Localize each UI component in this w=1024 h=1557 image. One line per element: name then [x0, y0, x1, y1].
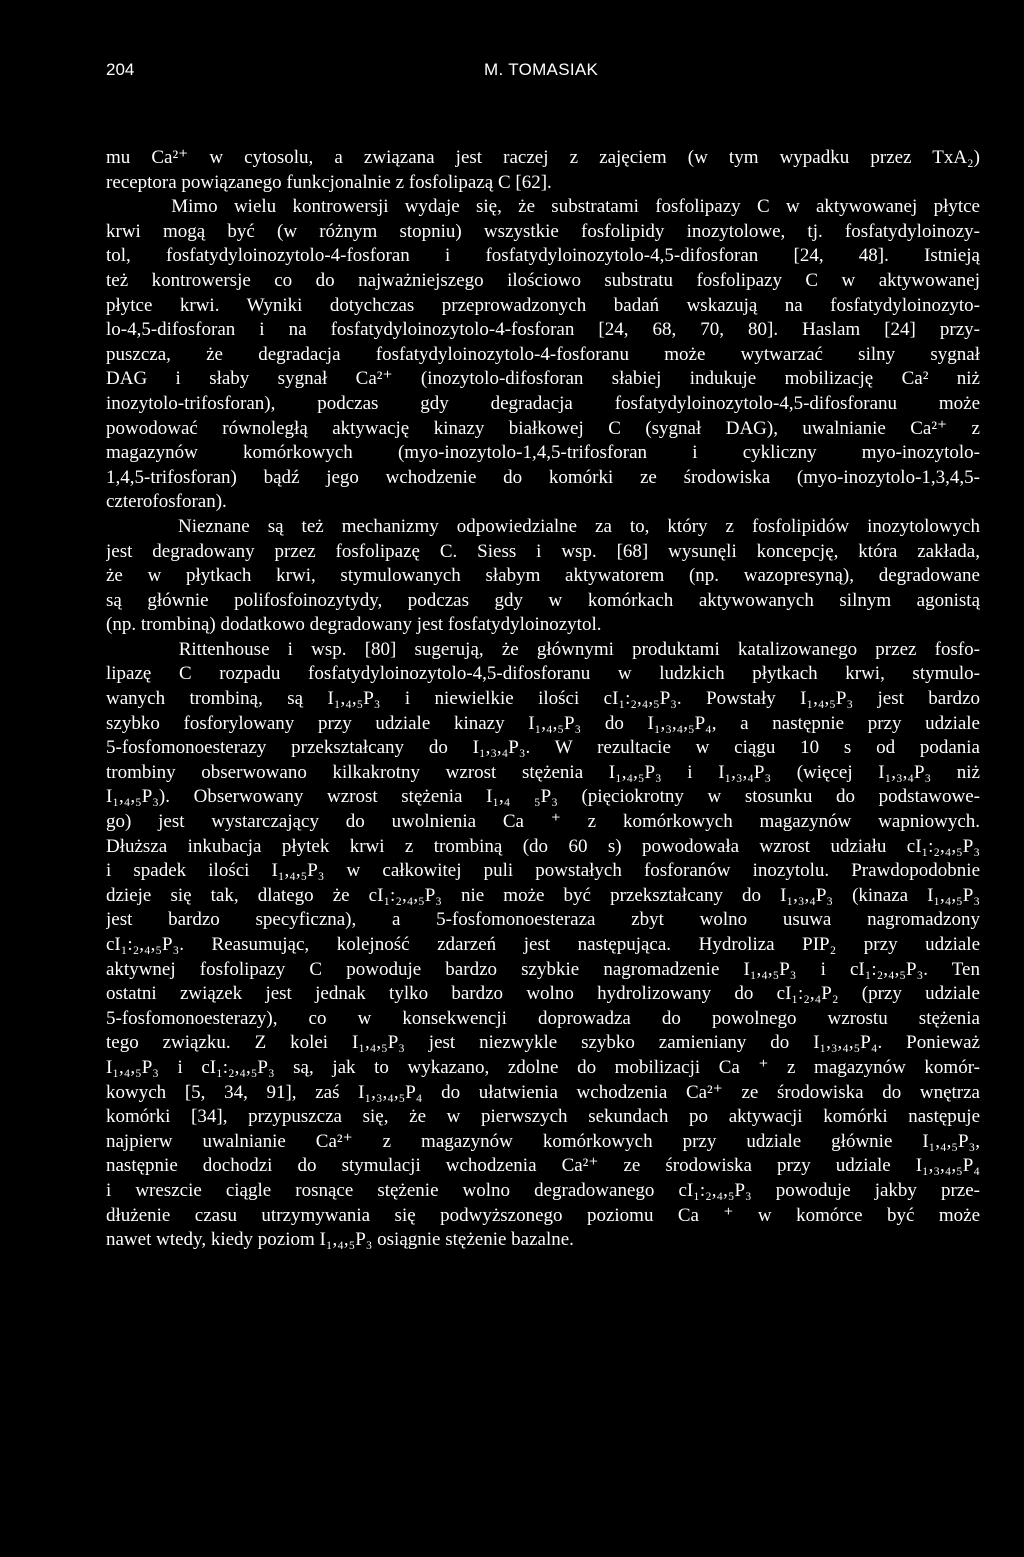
page-header [0, 60, 1024, 90]
text-line: mu Ca²⁺ w cytosolu, a związana jest raczej z zajęciem (w tym wypadku przez TxA₂) [106, 147, 980, 168]
text-line: puszcza, że degradacja fosfatydyloinozytolo-4-fosforanu może wytwarzać silny sygnał [106, 343, 980, 365]
text-line: szybko fosforylowany przy udziale kinazy I₁,₄,₅P₃ do I₁,₃,₄,₅P₄, a następnie przy udziale [106, 712, 980, 734]
text-line: następnie dochodzi do stymulacji wchodzenia Ca²⁺ ze środowiska przy udziale I₁,₃,₄,₅P₄ [106, 1155, 980, 1177]
text-line: jest bardzo specyficzna), a 5-fosfomonoesteraza zbyt wolno usuwa nagromadzony [106, 909, 980, 931]
body-text [106, 146, 980, 1253]
text-line: Rittenhouse i wsp. [80] sugerują, że głównymi produktami katalizowanego przez fosfo- [106, 638, 980, 660]
text-line: aktywnej fosfolipazy C powoduje bardzo szybkie nagromadzenie I₁,₄,₅P₃ i cI₁:₂,₄,₅P₃. Ten [106, 958, 980, 980]
text-line: lo-4,5-difosforan i na fosfatydyloinozytolo-4-fosforan [24, 68, 70, 80]. Haslam [24] przy- [106, 319, 980, 341]
text-line: receptora powiązanego funkcjonalnie z fosfolipazą C [62]. [106, 171, 552, 193]
text-line: czterofosforan). [106, 491, 227, 513]
text-line: komórki [34], przypuszcza się, że w pierwszych sekundach po aktywacji komórki następuje [106, 1106, 980, 1128]
text-line: lipazę C rozpadu fosfatydyloinozytolo-4,5-difosforanu w ludzkich płytkach krwi, stymulo- [106, 663, 980, 685]
running-head-author: M. TOMASIAK [484, 60, 599, 79]
text-line: jest degradowany przez fosfolipazę C. Siess i wsp. [68] wysunęli koncepcję, która zakłada, [106, 540, 980, 562]
text-line: Dłuższa inkubacja płytek krwi z trombiną (do 60 s) powodowała wzrost udziału cI₁:₂,₄,₅P₃ [106, 835, 980, 857]
text-line: magazynów komórkowych (myo-inozytolo-1,4,5-trifosforan i cykliczny myo-inozytolo- [106, 442, 980, 464]
text-line: że w płytkach krwi, stymulowanych słabym aktywatorem (np. wazopresyną), degradowane [106, 565, 980, 587]
text-line: Nieznane są też mechanizmy odpowiedzialne za to, który z fosfolipidów inozytolowych [106, 515, 980, 537]
text-line: I₁,₄,₅P₃ i cI₁:₂,₄,₅P₃ są, jak to wykazano, zdolne do mobilizacji Ca ⁺ z magazynów komór- [106, 1056, 980, 1078]
text-line: nawet wtedy, kiedy poziom I₁,₄,₅P₃ osiągnie stężenie bazalne. [106, 1229, 574, 1251]
text-line: Mimo wielu kontrowersji wydaje się, że substratami fosfolipazy C w aktywowanej płytce [106, 196, 980, 218]
text-line: (np. trombiną) dodatkowo degradowany jest fosfatydyloinozytol. [106, 614, 602, 636]
text-line: i spadek ilości I₁,₄,₅P₃ w całkowitej puli powstałych fosforanów inozytolu. Prawdopodobnie [106, 860, 980, 882]
text-line: też kontrowersje co do najważniejszego ilościowo substratu fosfolipazy C w aktywowanej [106, 269, 980, 291]
text-line: są głównie polifosfoinozytydy, podczas gdy w komórkach aktywowanych silnym agonistą [106, 589, 980, 611]
text-line: 1,4,5-trifosforan) bądź jego wchodzenie do komórki ze środowiska (myo-inozytolo-1,3,4,5- [106, 466, 980, 488]
text-line: i wreszcie ciągle rosnące stężenie wolno degradowanego cI₁:₂,₄,₅P₃ powoduje jakby prze- [106, 1179, 980, 1201]
text-line: tol, fosfatydyloinozytolo-4-fosforan i fosfatydyloinozytolo-4,5-difosforan [24, 48]. Istnieją [106, 245, 980, 267]
text-line: najpierw uwalnianie Ca²⁺ z magazynów komórkowych przy udziale głównie I₁,₄,₅P₃, [106, 1130, 980, 1152]
text-line: powodować równoległą aktywację kinazy białkowej C (sygnał DAG), uwalnianie Ca²⁺ z [106, 417, 980, 439]
text-line: inozytolo-trifosforan), podczas gdy degradacja fosfatydyloinozytolo-4,5-difosforanu może [106, 392, 980, 414]
text-line: I₁,₄,₅P₃). Obserwowany wzrost stężenia I₁,₄ ₅P₃ (pięciokrotny w stosunku do podstawowe- [106, 786, 980, 808]
text-line: go) jest wystarczający do uwolnienia Ca ⁺ z komórkowych magazynów wapniowych. [106, 811, 980, 833]
text-line: DAG i słaby sygnał Ca²⁺ (inozytolo-difosforan słabiej indukuje mobilizację Ca² niż [106, 368, 980, 390]
text-line: 5-fosfomonoesterazy przekształcany do I₁,₃,₄P₃. W rezultacie w ciągu 10 s od podania [106, 737, 980, 759]
text-line: dłużenie czasu utrzymywania się podwyższonego poziomu Ca ⁺ w komórce być może [106, 1204, 980, 1226]
text-line: tego związku. Z kolei I₁,₄,₅P₃ jest niezwykle szybko zamieniany do I₁,₃,₄,₅P₄. Ponieważ [106, 1032, 980, 1054]
text-line: trombiny obserwowano kilkakrotny wzrost stężenia I₁,₄,₅P₃ i I₁,₃,₄P₃ (więcej I₁,₃,₄P₃ niż [106, 761, 980, 783]
text-line: kowych [5, 34, 91], zaś I₁,₃,₄,₅P₄ do ułatwienia wchodzenia Ca²⁺ ze środowiska do wnętrza [106, 1081, 980, 1103]
page-number: 204 [106, 60, 135, 79]
text-line: dzieje się tak, dlatego że cI₁:₂,₄,₅P₃ nie może być przekształcany do I₁,₃,₄P₃ (kinaza I₁,₄,₅P₃ [106, 884, 980, 906]
text-line: cI₁:₂,₄,₅P₃. Reasumując, kolejność zdarzeń jest następująca. Hydroliza PIP₂ przy udziale [106, 934, 980, 955]
text-line: krwi mogą być (w różnym stopniu) wszystkie fosfolipidy inozytolowe, tj. fosfatydyloinozy- [106, 220, 980, 242]
text-line: wanych trombiną, są I₁,₄,₅P₃ i niewielkie ilości cI₁:₂,₄,₅P₃. Powstały I₁,₄,₅P₃ jest bardzo [106, 688, 980, 710]
text-line: 5-fosfomonoesterazy), co w konsekwencji doprowadza do powolnego wzrostu stężenia [106, 1007, 980, 1029]
text-line: płytce krwi. Wyniki dotychczas przeprowadzonych badań wskazują na fosfatydyloinozyto- [106, 294, 980, 316]
text-line: ostatni związek jest jednak tylko bardzo wolno hydrolizowany do cI₁:₂,₄P₂ (przy udziale [106, 983, 980, 1005]
